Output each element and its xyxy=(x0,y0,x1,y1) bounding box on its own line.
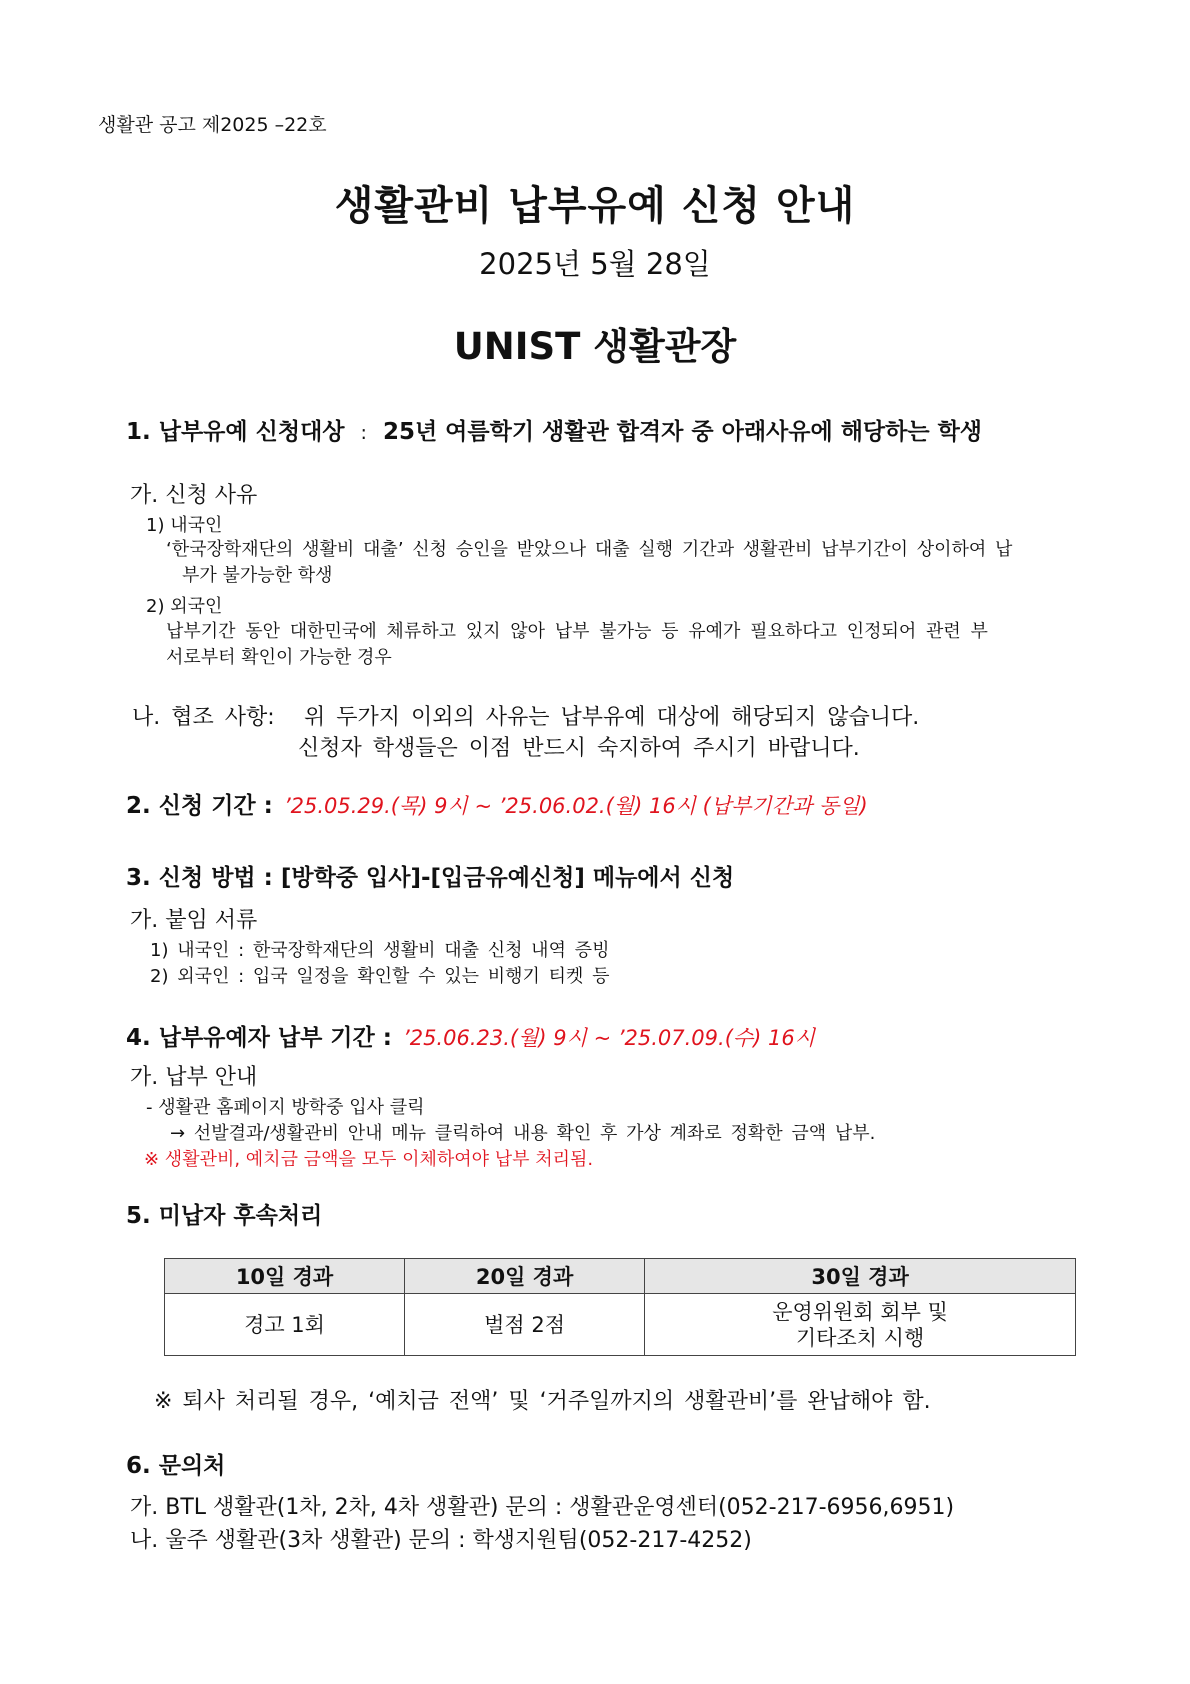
section1-sub-b-line2: 신청자 학생들은 이점 반드시 숙지하여 주시기 바랍니다. xyxy=(298,736,860,761)
section1-heading-label: 1. 납부유예 신청대상 xyxy=(126,419,345,445)
section1-sub-b-label: 나. 협조 사항: xyxy=(132,705,275,730)
table-cell-line: 운영위원회 회부 및 xyxy=(772,1299,948,1324)
table-header-cell: 20일 경과 xyxy=(405,1259,645,1294)
section6-line1: 가. BTL 생활관(1차, 2차, 4차 생활관) 문의 : 생활관운영센터(052-217-6956,6951) xyxy=(130,1495,955,1520)
follow-up-table xyxy=(164,1258,1076,1356)
section4-line1: - 생활관 홈페이지 방학중 입사 클릭 xyxy=(146,1097,425,1118)
section3-sub-a: 가. 붙임 서류 xyxy=(130,908,258,933)
section5-note: ※ 퇴사 처리될 경우, ‘예치금 전액’ 및 ‘거주일까지의 생활관비’를 완납해야 함. xyxy=(154,1389,931,1414)
table-cell: 경고 1회 xyxy=(165,1294,405,1356)
notice-number: 생활관 공고 제2025 –22호 xyxy=(98,114,327,136)
section1-item2-line1: 납부기간 동안 대한민국에 체류하고 있지 않아 납부 불가능 등 유예가 필요하다고 인정되어 관련 부 xyxy=(166,621,988,642)
document-date: 2025년 5월 28일 xyxy=(479,247,711,281)
section1-item1-line2: 부가 불가능한 학생 xyxy=(182,565,333,586)
section3-heading: 3. 신청 방법 : [방학중 입사]-[입금유예신청] 메뉴에서 신청 xyxy=(126,865,735,891)
section4-sub-a: 가. 납부 안내 xyxy=(130,1065,258,1090)
section2-period: ’25.05.29.(목) 9시 ~ ’25.06.02.(월) 16시 (납부기간과 동일) xyxy=(283,794,868,818)
section2-heading: 2. 신청 기간 : xyxy=(126,793,273,819)
table-row xyxy=(165,1294,1076,1356)
section1-item1-label: 1) 내국인 xyxy=(146,515,223,536)
document-title: 생활관비 납부유예 신청 안내 xyxy=(334,183,856,229)
section4-period: ’25.06.23.(월) 9시 ~ ’25.07.09.(수) 16시 xyxy=(403,1026,816,1050)
section4-heading: 4. 납부유예자 납부 기간 : xyxy=(126,1025,392,1051)
table-header-row xyxy=(165,1259,1076,1294)
section1-heading xyxy=(126,413,982,446)
table-cell: 벌점 2점 xyxy=(405,1294,645,1356)
table-cell xyxy=(645,1294,1076,1356)
section4-line2: → 선발결과/생활관비 안내 메뉴 클릭하여 내용 확인 후 가상 계좌로 정확한 금액 납부. xyxy=(170,1123,876,1144)
table-header-cell: 10일 경과 xyxy=(165,1259,405,1294)
section4 xyxy=(126,1019,815,1052)
section6-heading: 6. 문의처 xyxy=(126,1453,226,1479)
table-header-cell: 30일 경과 xyxy=(645,1259,1076,1294)
section4-note: ※ 생활관비, 예치금 금액을 모두 이체하여야 납부 처리됨. xyxy=(144,1149,594,1170)
section2 xyxy=(126,787,868,820)
section1-sub-a: 가. 신청 사유 xyxy=(130,483,258,508)
section3-item1: 1) 내국인 : 한국장학재단의 생활비 대출 신청 내역 증빙 xyxy=(150,940,610,961)
section3-item2: 2) 외국인 : 입국 일정을 확인할 수 있는 비행기 티켓 등 xyxy=(150,966,610,987)
section1-heading-sep: : xyxy=(360,422,367,444)
section1-heading-value: 25년 여름학기 생활관 합격자 중 아래사유에 해당하는 학생 xyxy=(382,419,983,445)
section1-item2-line2: 서로부터 확인이 가능한 경우 xyxy=(166,647,392,668)
section1-sub-b-line1: 위 두가지 이외의 사유는 납부유예 대상에 해당되지 않습니다. xyxy=(304,705,920,730)
table-cell-line: 기타조치 시행 xyxy=(795,1325,925,1350)
section1-item2-label: 2) 외국인 xyxy=(146,596,223,617)
section6-line2: 나. 울주 생활관(3차 생활관) 문의 : 학생지원팀(052-217-4252) xyxy=(130,1528,752,1553)
document-signer: UNIST 생활관장 xyxy=(453,325,737,368)
section1-item1-line1: ‘한국장학재단의 생활비 대출’ 신청 승인을 받았으나 대출 실행 기간과 생활관비 납부기간이 상이하여 납 xyxy=(166,539,1013,560)
section5-heading: 5. 미납자 후속처리 xyxy=(126,1203,323,1229)
